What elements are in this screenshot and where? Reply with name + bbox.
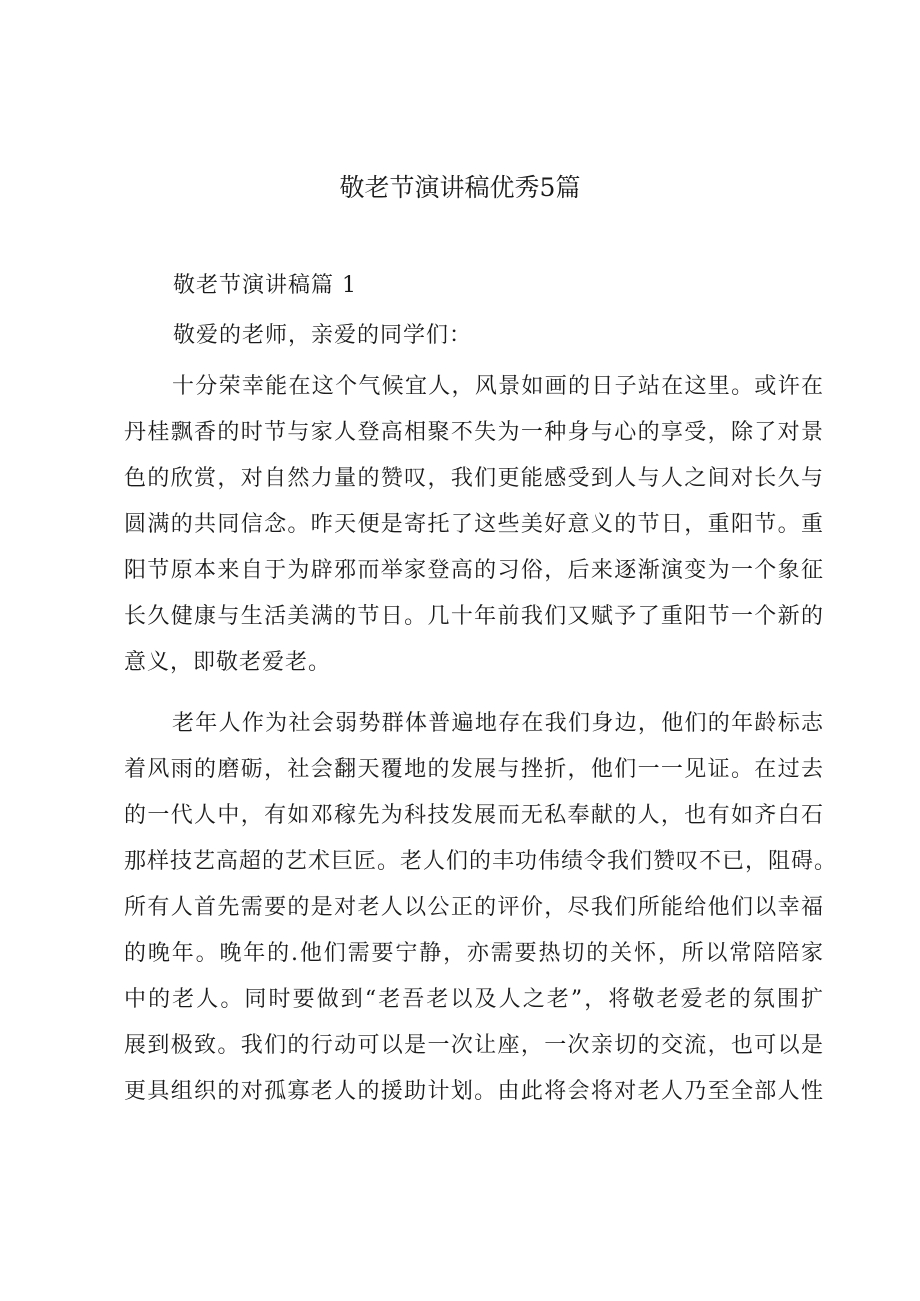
paragraph-line: 所有人首先需要的是对老人以公正的评价，尽我们所能给他们以幸福 [124,895,824,920]
paragraph-line: 着风雨的磨砺，社会翻天覆地的发展与挫折，他们一一见证。在过去 [124,757,824,782]
paragraph-line: 十分荣幸能在这个气候宜人，风景如画的日子站在这里。或许在 [172,374,824,399]
paragraph-line: 更具组织的对孤寡老人的援助计划。由此将会将对老人乃至全部人性 [124,1079,824,1104]
salutation: 敬爱的老师，亲爱的同学们： [173,323,473,348]
paragraph-line: 的一代人中，有如邓稼先为科技发展而无私奉献的人，也有如齐白石 [124,803,824,828]
paragraph-1 [124,364,824,686]
paragraph-line: 中的老人。同时要做到“老吾老以及人之老”，将敬老爱老的氛围扩 [124,987,824,1012]
paragraph-line: 老年人作为社会弱势群体普遍地存在我们身边，他们的年龄标志 [172,711,824,736]
paragraph-line: 阳节原本来自于为辟邪而举家登高的习俗，后来逐渐演变为一个象征 [124,558,824,583]
paragraph-line: 的晚年。晚年的.他们需要宁静，亦需要热切的关怀，所以常陪陪家 [124,941,824,966]
paragraph-line: 意义，即敬老爱老。 [124,650,332,675]
paragraph-line: 展到极致。我们的行动可以是一次让座，一次亲切的交流，也可以是 [124,1033,824,1058]
paragraph-line: 那样技艺高超的艺术巨匠。老人们的丰功伟绩令我们赞叹不已，阻碍。 [124,849,838,874]
paragraph-line: 丹桂飘香的时节与家人登高相聚不失为一种身与心的享受，除了对景 [124,420,824,445]
paragraph-line: 色的欣赏，对自然力量的赞叹，我们更能感受到人与人之间对长久与 [124,466,824,491]
paragraph-2 [124,701,838,1115]
document-title: 敬老节演讲稿优秀5篇 [339,173,581,202]
paragraph-line: 圆满的共同信念。昨天便是寄托了这些美好意义的节日，重阳节。重 [124,512,824,537]
section-heading: 敬老节演讲稿篇 1 [173,273,357,298]
paragraph-line: 长久健康与生活美满的节日。几十年前我们又赋予了重阳节一个新的 [124,604,824,629]
